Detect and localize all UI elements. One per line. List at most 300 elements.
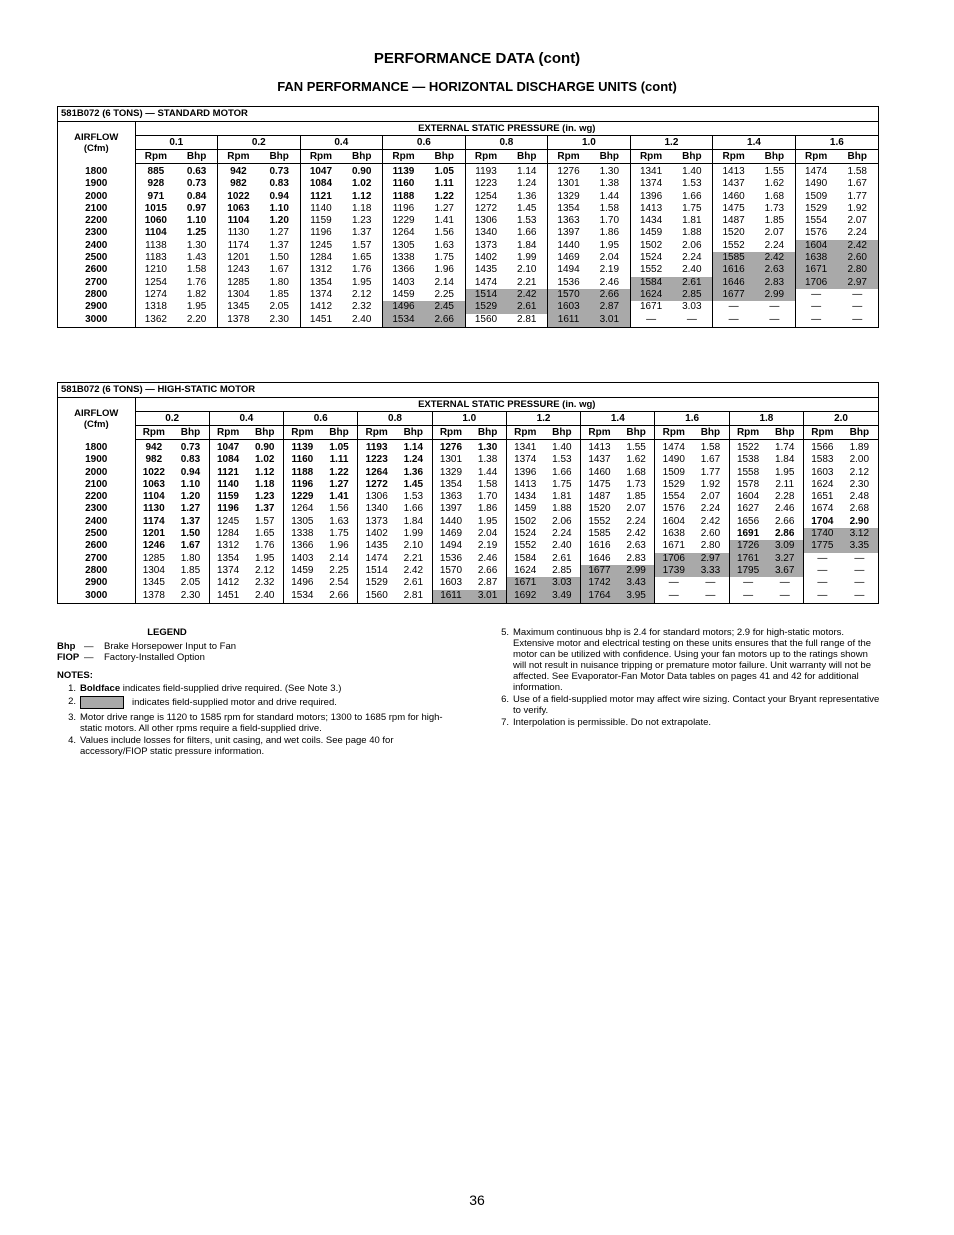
rpm-cell: — bbox=[817, 589, 828, 601]
rpm-cell: 1396 bbox=[639, 190, 663, 202]
bhp-cell: 2.05 bbox=[259, 301, 300, 313]
rpm-cell: 1534 bbox=[291, 589, 314, 601]
rpm-cell: 1692 bbox=[506, 590, 543, 603]
rpm-cell: 1671 bbox=[662, 540, 685, 552]
table-row bbox=[58, 479, 878, 491]
bhp-cell: 2.24 bbox=[671, 252, 712, 264]
bhp-cell: 1.27 bbox=[321, 479, 358, 491]
rpm-column-header: Rpm bbox=[218, 150, 259, 164]
bhp-column-header: Bhp bbox=[395, 426, 432, 440]
bhp-cell: 2.61 bbox=[544, 553, 581, 565]
bhp-cell: 1.50 bbox=[172, 528, 209, 540]
rpm-cell: 1671 bbox=[795, 264, 836, 276]
bhp-cell: 3.49 bbox=[544, 590, 581, 603]
bhp-cell: 2.97 bbox=[837, 277, 878, 289]
bhp-cell: 1.62 bbox=[618, 454, 655, 466]
airflow-cell: 2500 bbox=[58, 528, 135, 540]
bhp-cell: 1.14 bbox=[506, 164, 547, 179]
bhp-cell: 1.65 bbox=[246, 528, 283, 540]
bhp-cell: 2.85 bbox=[671, 289, 712, 301]
table-row bbox=[58, 516, 878, 528]
bhp-cell: 1.56 bbox=[424, 227, 465, 239]
rpm-cell: 1139 bbox=[392, 166, 415, 177]
bhp-cell: 1.02 bbox=[341, 178, 382, 190]
bhp-cell: 0.90 bbox=[341, 164, 382, 179]
bhp-cell: 1.82 bbox=[176, 289, 217, 301]
rpm-column-header: Rpm bbox=[465, 150, 506, 164]
rpm-cell: 1514 bbox=[465, 289, 506, 301]
bhp-cell: 2.60 bbox=[692, 528, 729, 540]
bhp-cell: 2.54 bbox=[321, 577, 358, 589]
pressure-column-header: 0.4 bbox=[300, 136, 383, 150]
bhp-cell: 1.66 bbox=[671, 191, 712, 203]
rpm-cell: 1522 bbox=[736, 442, 760, 453]
external-static-pressure-header: EXTERNAL STATIC PRESSURE (in. wg) bbox=[135, 122, 878, 136]
rpm-cell: 1121 bbox=[310, 190, 332, 202]
rpm-cell: 1245 bbox=[216, 515, 240, 527]
bhp-cell: 1.10 bbox=[259, 203, 300, 215]
rpm-cell: 1520 bbox=[588, 503, 611, 515]
pressure-column-header: 2.0 bbox=[804, 412, 878, 426]
rpm-cell: 1138 bbox=[145, 239, 167, 251]
bhp-cell: 2.28 bbox=[766, 491, 803, 503]
rpm-cell: 982 bbox=[145, 454, 163, 466]
rpm-cell: 1174 bbox=[142, 515, 165, 527]
bhp-cell: 1.85 bbox=[259, 289, 300, 301]
rpm-cell: 1604 bbox=[662, 515, 685, 527]
legend-abbr: Bhp bbox=[57, 641, 76, 652]
table-row bbox=[58, 264, 878, 276]
rpm-cell: 1604 bbox=[736, 491, 760, 503]
bhp-cell: 2.66 bbox=[766, 516, 803, 528]
bhp-cell: 1.62 bbox=[754, 178, 795, 190]
table-row bbox=[58, 577, 878, 589]
legend-and-notes bbox=[57, 627, 457, 758]
rpm-cell: 1139 bbox=[291, 442, 314, 453]
airflow-cell: 2500 bbox=[58, 252, 135, 264]
rpm-cell: 1536 bbox=[439, 552, 463, 564]
bhp-cell: 1.85 bbox=[618, 491, 655, 503]
bhp-cell: 1.76 bbox=[176, 277, 217, 289]
bhp-cell: 1.88 bbox=[544, 503, 581, 515]
bhp-cell: 0.94 bbox=[172, 467, 209, 479]
bhp-cell: 2.86 bbox=[766, 528, 803, 540]
rpm-cell: 982 bbox=[230, 178, 247, 190]
note-text: Motor drive range is 1120 to 1585 rpm for standard motors; 1300 to 1685 rpm for high-static motors. All other rpms require a field-supplied drive. bbox=[80, 712, 443, 734]
bhp-cell: 2.83 bbox=[754, 277, 795, 289]
rpm-cell: 1584 bbox=[630, 277, 671, 289]
bhp-cell: 3.12 bbox=[841, 528, 878, 540]
pressure-column-header: 1.0 bbox=[432, 412, 506, 426]
rpm-cell: 1624 bbox=[514, 564, 537, 576]
pressure-column-header: 1.0 bbox=[548, 136, 631, 150]
bhp-cell: 1.10 bbox=[172, 479, 209, 491]
rpm-cell: 1726 bbox=[729, 540, 766, 552]
bhp-cell: 2.30 bbox=[172, 590, 209, 603]
rpm-cell: 1514 bbox=[365, 564, 388, 576]
note-text: Use of a field-supplied motor may affect wire sizing. Contact your Bryant representative to verify. bbox=[513, 694, 880, 716]
rpm-cell: 1611 bbox=[432, 590, 469, 603]
note-body: indicates field-supplied drive required. (See Note 3.) bbox=[120, 683, 342, 694]
rpm-cell: 1603 bbox=[439, 577, 463, 589]
rpm-cell: 1413 bbox=[514, 478, 537, 490]
bhp-cell: 2.30 bbox=[849, 478, 870, 490]
rpm-cell: — bbox=[817, 564, 828, 576]
rpm-cell: 1691 bbox=[736, 528, 760, 540]
note bbox=[490, 627, 880, 693]
rpm-cell: 1576 bbox=[662, 503, 685, 515]
rpm-cell: 1413 bbox=[588, 442, 611, 453]
rpm-cell: 1552 bbox=[514, 540, 537, 552]
rpm-column-header: Rpm bbox=[209, 426, 246, 440]
rpm-cell: 1490 bbox=[662, 454, 685, 466]
bhp-cell: 3.67 bbox=[766, 565, 803, 577]
rpm-cell: 1084 bbox=[216, 454, 240, 466]
bhp-cell: — bbox=[852, 313, 863, 325]
bhp-cell: 1.73 bbox=[754, 203, 795, 215]
rpm-cell: 1646 bbox=[713, 277, 754, 289]
note bbox=[490, 694, 880, 716]
bhp-cell: 2.48 bbox=[849, 491, 870, 503]
rpm-cell: 928 bbox=[147, 178, 165, 190]
bhp-cell: 2.42 bbox=[837, 240, 878, 252]
rpm-cell: 1576 bbox=[805, 227, 828, 239]
note-number: 3. bbox=[68, 712, 76, 723]
rpm-cell: 1201 bbox=[227, 252, 250, 264]
airflow-cell: 2000 bbox=[58, 191, 135, 203]
airflow-cell: 2800 bbox=[58, 565, 135, 577]
bhp-cell: — bbox=[766, 577, 803, 589]
rpm-column-header: Rpm bbox=[804, 426, 841, 440]
bhp-column-header: Bhp bbox=[671, 150, 712, 164]
bhp-cell: 1.36 bbox=[506, 191, 547, 203]
bhp-column-header: Bhp bbox=[837, 150, 878, 164]
rpm-column-header: Rpm bbox=[300, 150, 341, 164]
bhp-cell: 1.58 bbox=[469, 479, 506, 491]
note-bold-word: Boldface bbox=[80, 683, 121, 694]
rpm-cell: 1047 bbox=[309, 166, 333, 177]
bhp-cell: 1.30 bbox=[589, 164, 630, 179]
rpm-column-header: Rpm bbox=[135, 150, 176, 164]
rpm-column-header: Rpm bbox=[630, 150, 671, 164]
bhp-cell: 2.99 bbox=[754, 289, 795, 301]
rpm-cell: 1740 bbox=[804, 528, 841, 540]
bhp-cell: 2.20 bbox=[176, 314, 217, 327]
rpm-cell: 1474 bbox=[662, 442, 685, 453]
rpm-cell: 1363 bbox=[439, 491, 463, 503]
rpm-cell: 1677 bbox=[581, 565, 618, 577]
bhp-cell: 1.38 bbox=[589, 178, 630, 190]
legend-text: Brake Horsepower Input to Fan bbox=[104, 641, 237, 652]
standard-motor-table bbox=[57, 106, 879, 328]
bhp-cell: 1.18 bbox=[341, 203, 382, 215]
legend-item bbox=[57, 641, 457, 652]
note bbox=[57, 735, 457, 757]
bhp-cell: 2.21 bbox=[506, 277, 547, 289]
bhp-cell: 1.75 bbox=[321, 528, 358, 540]
bhp-cell: 1.84 bbox=[766, 454, 803, 466]
rpm-cell: 1560 bbox=[365, 589, 388, 601]
bhp-cell: 2.25 bbox=[321, 565, 358, 577]
bhp-cell: 2.06 bbox=[544, 516, 581, 528]
table-row bbox=[58, 528, 878, 540]
rpm-cell: 1460 bbox=[722, 190, 745, 202]
bhp-cell: 1.53 bbox=[506, 215, 547, 227]
rpm-cell: 1341 bbox=[639, 166, 663, 177]
rpm-cell: 1312 bbox=[309, 264, 333, 276]
airflow-cell: 2700 bbox=[58, 553, 135, 565]
bhp-cell: 1.14 bbox=[395, 440, 432, 455]
bhp-cell: 0.84 bbox=[176, 191, 217, 203]
rpm-cell: 1558 bbox=[736, 466, 760, 478]
bhp-cell: 2.42 bbox=[754, 252, 795, 264]
note-number: 6. bbox=[501, 694, 509, 705]
bhp-cell: 1.44 bbox=[589, 191, 630, 203]
bhp-cell: 2.40 bbox=[544, 540, 581, 552]
bhp-cell: 2.46 bbox=[766, 503, 803, 515]
rpm-cell: 1193 bbox=[365, 442, 388, 453]
bhp-cell: 1.66 bbox=[506, 227, 547, 239]
bhp-cell: 2.05 bbox=[172, 577, 209, 589]
bhp-cell: 1.53 bbox=[544, 454, 581, 466]
bhp-cell: 2.14 bbox=[424, 277, 465, 289]
rpm-column-header: Rpm bbox=[655, 426, 692, 440]
rpm-cell: 1284 bbox=[309, 252, 333, 264]
rpm-cell: — bbox=[646, 313, 657, 325]
rpm-cell: 1312 bbox=[216, 540, 240, 552]
bhp-cell: 1.67 bbox=[172, 540, 209, 552]
note-number: 7. bbox=[501, 717, 509, 728]
airflow-cell: 1900 bbox=[58, 454, 135, 466]
bhp-cell: 1.56 bbox=[321, 503, 358, 515]
rpm-cell: 1063 bbox=[142, 478, 165, 490]
rpm-cell: 1366 bbox=[291, 540, 314, 552]
bhp-cell: — bbox=[852, 301, 863, 313]
note bbox=[57, 712, 457, 734]
rpm-column-header: Rpm bbox=[795, 150, 836, 164]
rpm-cell: 1354 bbox=[439, 478, 463, 490]
bhp-cell: 1.88 bbox=[671, 227, 712, 239]
airflow-header-line: (Cfm) bbox=[83, 142, 109, 154]
rpm-cell: 1536 bbox=[557, 276, 580, 288]
rpm-cell: 1534 bbox=[383, 314, 424, 327]
rpm-cell: — bbox=[817, 552, 828, 564]
rpm-cell: 1761 bbox=[729, 553, 766, 565]
rpm-cell: 1229 bbox=[291, 491, 314, 503]
notes-list-left bbox=[57, 712, 457, 757]
rpm-cell: 1188 bbox=[392, 190, 415, 202]
rpm-cell: 1494 bbox=[557, 264, 580, 276]
rpm-cell: 1460 bbox=[588, 466, 611, 478]
bhp-column-header: Bhp bbox=[506, 150, 547, 164]
rpm-cell: 1475 bbox=[588, 478, 611, 490]
rpm-cell: 1554 bbox=[805, 215, 828, 227]
bhp-cell: 1.11 bbox=[321, 454, 358, 466]
rpm-cell: — bbox=[668, 577, 679, 589]
rpm-cell: 1451 bbox=[309, 313, 333, 325]
shade-sample-swatch bbox=[80, 696, 124, 709]
bhp-cell: 1.24 bbox=[395, 454, 432, 466]
airflow-cell: 2600 bbox=[58, 264, 135, 276]
rpm-cell: — bbox=[811, 313, 822, 325]
rpm-cell: 1502 bbox=[639, 239, 663, 251]
bhp-cell: 3.03 bbox=[544, 577, 581, 589]
bhp-cell: 1.43 bbox=[176, 252, 217, 264]
bhp-cell: 1.68 bbox=[618, 467, 655, 479]
airflow-cell: 2900 bbox=[58, 301, 135, 313]
bhp-cell: 3.01 bbox=[589, 314, 630, 327]
rpm-cell: 1104 bbox=[145, 227, 167, 239]
pressure-column-header: 1.2 bbox=[506, 412, 580, 426]
bhp-cell: 1.96 bbox=[321, 540, 358, 552]
rpm-cell: 1245 bbox=[309, 239, 333, 251]
table-row bbox=[58, 240, 878, 252]
rpm-cell: 1272 bbox=[365, 478, 388, 490]
bhp-cell: 1.63 bbox=[321, 516, 358, 528]
bhp-cell: 1.65 bbox=[341, 252, 382, 264]
bhp-cell: 2.25 bbox=[424, 289, 465, 301]
bhp-cell: 2.07 bbox=[618, 503, 655, 515]
bhp-cell: 1.68 bbox=[754, 191, 795, 203]
table-row bbox=[58, 215, 878, 227]
pressure-column-header: 1.6 bbox=[655, 412, 729, 426]
rpm-cell: 1413 bbox=[722, 166, 745, 177]
bhp-cell: 2.32 bbox=[341, 301, 382, 313]
rpm-cell: 1646 bbox=[588, 552, 611, 564]
bhp-cell: 1.57 bbox=[246, 516, 283, 528]
bhp-cell: 2.00 bbox=[849, 454, 870, 466]
bhp-cell: 1.70 bbox=[469, 491, 506, 503]
fan-performance-table bbox=[58, 398, 878, 603]
bhp-cell: 2.30 bbox=[259, 314, 300, 327]
bhp-cell: 1.81 bbox=[671, 215, 712, 227]
bhp-cell: 1.41 bbox=[321, 491, 358, 503]
rpm-cell: 1341 bbox=[514, 442, 537, 453]
bhp-cell: 1.25 bbox=[176, 227, 217, 239]
rpm-cell: 1196 bbox=[392, 202, 415, 214]
bhp-cell: — bbox=[754, 301, 795, 313]
rpm-cell: 1397 bbox=[439, 503, 463, 515]
bhp-cell: 2.07 bbox=[692, 491, 729, 503]
rpm-cell: 1301 bbox=[557, 178, 580, 190]
rpm-cell: 1435 bbox=[365, 540, 388, 552]
bhp-cell: 1.37 bbox=[246, 503, 283, 515]
rpm-cell: 1435 bbox=[474, 264, 498, 276]
bhp-cell: 1.44 bbox=[469, 467, 506, 479]
rpm-cell: 1583 bbox=[811, 454, 834, 466]
table-row bbox=[58, 314, 878, 327]
rpm-cell: 1301 bbox=[439, 454, 463, 466]
external-static-pressure-header: EXTERNAL STATIC PRESSURE (in. wg) bbox=[135, 398, 878, 412]
rpm-cell: 1254 bbox=[144, 276, 167, 288]
bhp-cell: 1.27 bbox=[424, 203, 465, 215]
pressure-column-header: 0.8 bbox=[465, 136, 548, 150]
bhp-column-header: Bhp bbox=[841, 426, 878, 440]
airflow-cell: 2200 bbox=[58, 491, 135, 503]
bhp-cell: 2.32 bbox=[246, 577, 283, 589]
rpm-column-header: Rpm bbox=[358, 426, 395, 440]
rpm-cell: 1374 bbox=[216, 564, 240, 576]
airflow-cell: 1800 bbox=[58, 164, 135, 179]
bhp-cell: 1.75 bbox=[671, 203, 712, 215]
bhp-cell: 2.04 bbox=[589, 252, 630, 264]
rpm-cell: 1285 bbox=[142, 552, 165, 564]
bhp-cell: 1.02 bbox=[246, 454, 283, 466]
rpm-cell: 1276 bbox=[557, 166, 580, 177]
table-row bbox=[58, 565, 878, 577]
bhp-cell: 1.23 bbox=[246, 491, 283, 503]
bhp-cell: 2.87 bbox=[589, 301, 630, 313]
rpm-cell: 1306 bbox=[474, 215, 498, 227]
bhp-cell: 2.87 bbox=[469, 577, 506, 589]
bhp-cell: 2.06 bbox=[671, 240, 712, 252]
rpm-cell: 1706 bbox=[795, 277, 836, 289]
bhp-cell: 1.38 bbox=[469, 454, 506, 466]
bhp-cell: 1.40 bbox=[671, 164, 712, 179]
legend-abbr: FIOP bbox=[57, 652, 80, 663]
rpm-cell: 1775 bbox=[804, 540, 841, 552]
rpm-cell: 1160 bbox=[291, 454, 314, 466]
bhp-cell: 1.92 bbox=[847, 202, 867, 214]
bhp-cell: 1.20 bbox=[172, 491, 209, 503]
rpm-cell: 1584 bbox=[514, 552, 537, 564]
note bbox=[57, 683, 457, 694]
bhp-cell: — bbox=[854, 589, 865, 601]
bhp-cell: 2.24 bbox=[754, 240, 795, 252]
rpm-column-header: Rpm bbox=[729, 426, 766, 440]
rpm-cell: 1434 bbox=[639, 215, 663, 227]
bhp-cell: — bbox=[692, 577, 729, 589]
airflow-cell: 2400 bbox=[58, 516, 135, 528]
bhp-cell: 1.22 bbox=[424, 191, 465, 203]
bhp-cell: 1.73 bbox=[618, 479, 655, 491]
bhp-cell: 1.30 bbox=[469, 440, 506, 455]
rpm-cell: 1338 bbox=[291, 528, 314, 540]
note-number: 2. bbox=[68, 696, 76, 707]
rpm-cell: 1196 bbox=[291, 478, 314, 490]
rpm-cell: 1104 bbox=[227, 215, 250, 227]
table-row bbox=[58, 503, 878, 515]
rpm-cell: 1130 bbox=[227, 227, 250, 239]
bhp-cell: 2.61 bbox=[506, 301, 547, 313]
bhp-cell: 1.58 bbox=[692, 440, 729, 455]
pressure-column-header: 0.8 bbox=[358, 412, 432, 426]
rpm-cell: 1651 bbox=[811, 491, 834, 503]
rpm-cell: 1063 bbox=[227, 202, 250, 214]
rpm-cell: 1795 bbox=[729, 565, 766, 577]
rpm-column-header: Rpm bbox=[713, 150, 754, 164]
bhp-cell: 1.95 bbox=[589, 240, 630, 252]
rpm-cell: 1130 bbox=[142, 503, 165, 515]
bhp-cell: 1.24 bbox=[506, 178, 547, 190]
bhp-cell: 1.58 bbox=[589, 203, 630, 215]
rpm-cell: 1362 bbox=[144, 313, 167, 325]
airflow-cell: 2100 bbox=[58, 479, 135, 491]
airflow-cell: 2300 bbox=[58, 503, 135, 515]
bhp-column-header: Bhp bbox=[176, 150, 217, 164]
rpm-cell: 1496 bbox=[383, 301, 424, 313]
rpm-cell: 1603 bbox=[811, 466, 834, 478]
rpm-cell: 1494 bbox=[439, 540, 463, 552]
airflow-cell: 2400 bbox=[58, 240, 135, 252]
bhp-cell: 1.27 bbox=[259, 227, 300, 239]
bhp-cell: 2.66 bbox=[321, 590, 358, 603]
bhp-cell: 1.67 bbox=[692, 454, 729, 466]
rpm-cell: 1585 bbox=[588, 528, 611, 540]
bhp-cell: 1.20 bbox=[259, 215, 300, 227]
rpm-cell: 1340 bbox=[365, 503, 388, 515]
bhp-cell: 2.80 bbox=[692, 540, 729, 552]
